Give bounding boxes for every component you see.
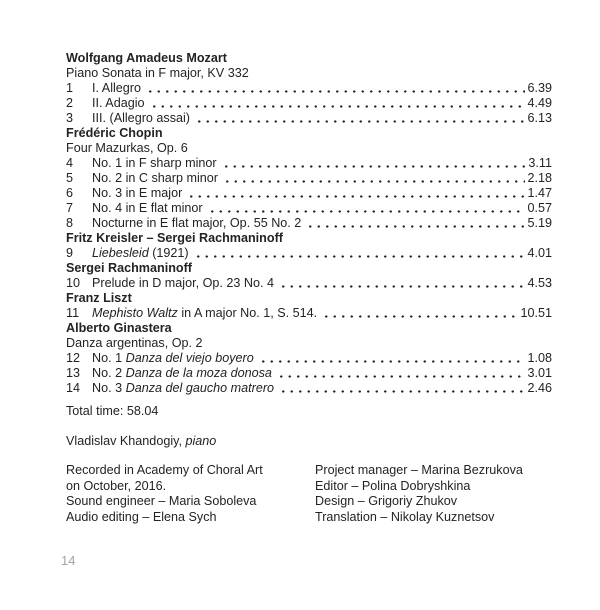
credit-line: Recorded in Academy of Choral Art [66, 463, 263, 477]
dot-leader [221, 156, 527, 171]
track-number: 7 [66, 201, 74, 215]
composer-heading: Franz Liszt [66, 291, 132, 305]
track-title-italic: Danza de la moza donosa [125, 366, 272, 380]
track-title-text: I. Allegro [92, 81, 142, 95]
track-time: 1.47 [527, 186, 552, 200]
credit-line: Audio editing – Elena Sych [66, 509, 217, 524]
track-number: 5 [66, 171, 74, 185]
track-row [66, 186, 552, 201]
track-title [92, 216, 301, 231]
track-row [66, 111, 552, 126]
track-row [66, 381, 552, 396]
credit-line: Design – Grigoriy Zhukov [315, 494, 458, 508]
track-title [92, 186, 182, 201]
composer-heading: Fritz Kreisler – Sergei Rachmaninoff [66, 231, 283, 245]
work-title: Danza argentinas, Op. 2 [66, 336, 203, 350]
track-time: 10.51 [520, 306, 552, 320]
track-title-italic: Danza del gaucho matrero [125, 381, 275, 395]
track-title [92, 201, 203, 216]
track-title [92, 111, 190, 126]
credit-line: Project manager – Marina Bezrukova [315, 463, 523, 477]
composer-heading: Alberto Ginastera [66, 321, 172, 335]
track-title-text: Prelude in D major, Op. 23 No. 4 [92, 276, 275, 290]
track-time: 4.53 [527, 276, 552, 290]
track-number: 10 [66, 276, 81, 290]
track-row [66, 246, 552, 261]
work-title: Four Mazurkas, Op. 6 [66, 141, 188, 155]
track-number: 3 [66, 111, 74, 125]
track-title-text: (1921) [148, 246, 189, 260]
track-title-text: in A major No. 1, S. 514. [177, 306, 318, 320]
track-row [66, 216, 552, 231]
track-title [92, 156, 217, 171]
track-title-text: No. 2 [92, 366, 126, 380]
track-title-text: III. (Allegro assai) [92, 111, 190, 125]
track-row [66, 306, 552, 321]
credit-line: Translation – Nikolay Kuznetsov [315, 509, 495, 524]
track-title [92, 246, 189, 261]
track-time: 1.08 [527, 351, 552, 365]
track-title-italic: Danza del viejo boyero [125, 351, 254, 365]
track-title [92, 96, 145, 111]
track-title-text: Nocturne in E flat major, Op. 55 No. 2 [92, 216, 302, 230]
track-title-italic: Mephisto Waltz [92, 306, 178, 320]
track-time: 6.13 [527, 111, 552, 125]
track-time: 5.19 [527, 216, 552, 230]
track-number: 9 [66, 246, 74, 260]
track-title-text: II. Adagio [92, 96, 145, 110]
dot-leader [305, 216, 525, 231]
track-time: 6.39 [527, 81, 552, 95]
track-time: 3.11 [528, 156, 552, 170]
track-row [66, 96, 552, 111]
track-row [66, 81, 552, 96]
track-number: 2 [66, 96, 74, 110]
track-row [66, 276, 552, 291]
credit-line: Sound engineer – Maria Soboleva [66, 494, 257, 508]
track-number: 14 [66, 381, 81, 395]
track-time: 0.57 [527, 201, 552, 215]
track-row [66, 171, 552, 186]
page-number: 14 [61, 553, 76, 568]
track-row [66, 366, 552, 381]
dot-leader [149, 96, 526, 111]
dot-leader [194, 111, 526, 126]
track-number: 12 [66, 351, 81, 365]
track-title-text: No. 1 [92, 351, 126, 365]
track-title [92, 306, 317, 321]
track-time: 4.01 [527, 246, 552, 260]
track-time: 4.49 [527, 96, 552, 110]
credit-line: Editor – Polina Dobryshkina [315, 478, 471, 493]
composer-heading: Frédéric Chopin [66, 126, 163, 140]
credits-right-column [315, 463, 523, 525]
dot-leader [145, 81, 525, 96]
total-time: Total time: 58.04 [66, 404, 159, 418]
work-title: Piano Sonata in F major, KV 332 [66, 66, 249, 80]
performer-line [66, 434, 552, 449]
track-title-italic: Liebesleid [92, 246, 149, 260]
track-row [66, 351, 552, 366]
composer-heading: Wolfgang Amadeus Mozart [66, 51, 227, 65]
performer-instrument: piano [185, 434, 217, 448]
track-title [92, 366, 272, 381]
dot-leader [278, 276, 525, 291]
track-title [92, 381, 274, 396]
track-title [92, 171, 218, 186]
track-number: 11 [66, 306, 80, 320]
dot-leader [278, 381, 525, 396]
track-time: 3.01 [527, 366, 552, 380]
track-title [92, 276, 274, 291]
credits-left-column [66, 463, 315, 525]
track-number: 6 [66, 186, 74, 200]
dot-leader [258, 351, 526, 366]
performer-name: Vladislav Khandogiy, [66, 434, 186, 448]
track-title-text: No. 1 in F sharp minor [92, 156, 217, 170]
track-time: 2.46 [527, 381, 552, 395]
track-title-text: No. 2 in C sharp minor [92, 171, 218, 185]
track-number: 4 [66, 156, 74, 170]
credit-line: on October, 2016. [66, 478, 167, 493]
composer-heading: Sergei Rachmaninoff [66, 261, 192, 275]
track-row [66, 156, 552, 171]
track-title-text: No. 3 in E major [92, 186, 183, 200]
track-title [92, 81, 141, 96]
track-title-text: No. 3 [92, 381, 126, 395]
tracklist [66, 51, 552, 525]
dot-leader [186, 186, 525, 201]
track-time: 2.18 [527, 171, 552, 185]
track-number: 1 [66, 81, 74, 95]
track-title [92, 351, 254, 366]
track-title-text: No. 4 in E flat minor [92, 201, 203, 215]
dot-leader [222, 171, 525, 186]
track-row [66, 201, 552, 216]
dot-leader [193, 246, 526, 261]
dot-leader [276, 366, 526, 381]
track-number: 13 [66, 366, 81, 380]
dot-leader [321, 306, 518, 321]
track-number: 8 [66, 216, 74, 230]
credits [66, 463, 552, 525]
dot-leader [207, 201, 526, 216]
